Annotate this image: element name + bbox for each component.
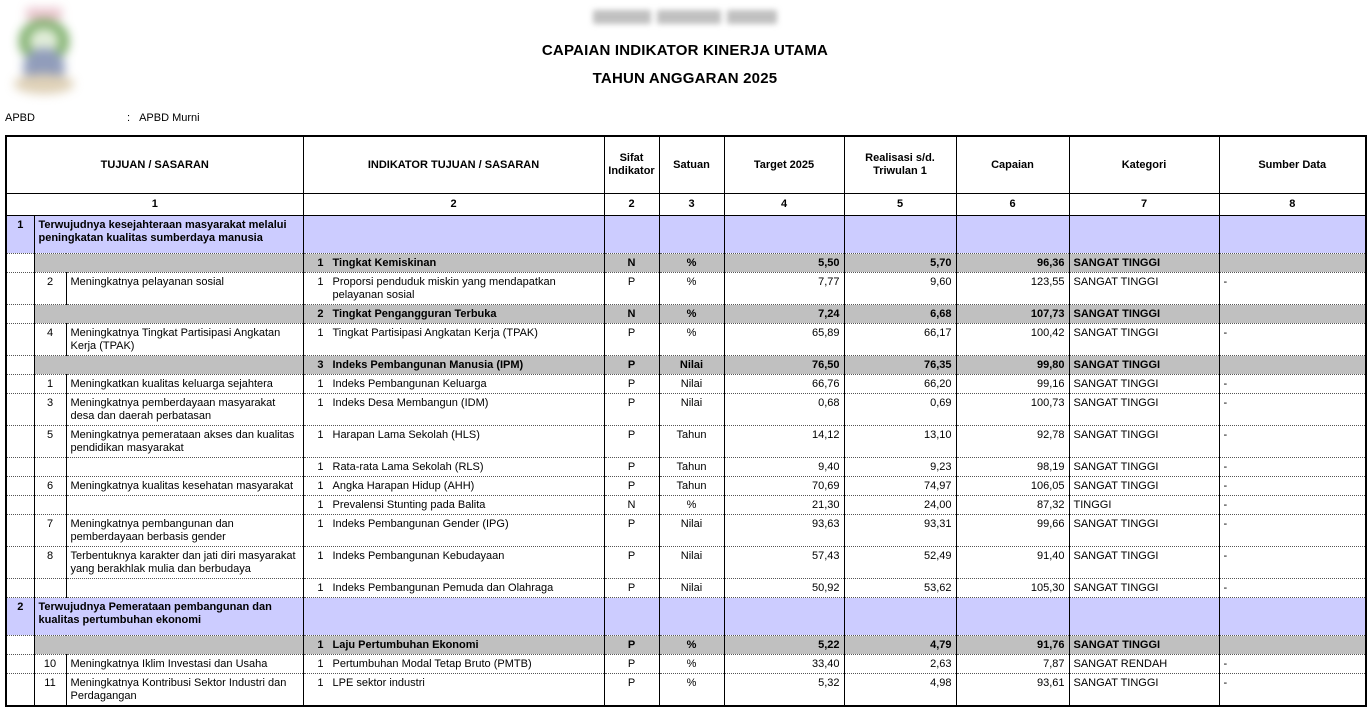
cell-section-number xyxy=(6,547,34,579)
cell-capaian: 99,66 xyxy=(956,515,1069,547)
table-row xyxy=(6,477,1366,496)
cell-indicator xyxy=(303,324,604,356)
cell-section-number: 1 xyxy=(6,216,34,254)
cell-satuan: Tahun xyxy=(659,477,724,496)
cell-target: 7,24 xyxy=(724,305,844,324)
cell-section-number xyxy=(6,458,34,477)
cell-capaian xyxy=(956,598,1069,636)
cell-tujuan-number xyxy=(34,458,66,477)
indicator-number: 1 xyxy=(317,276,324,288)
table-row xyxy=(6,324,1366,356)
cell-section-number xyxy=(6,254,34,273)
cell-tujuan: Meningkatkan kualitas keluarga sejahtera xyxy=(66,375,303,394)
indicator-name: Harapan Lama Sekolah (HLS) xyxy=(332,429,480,441)
indicator-number: 1 xyxy=(317,550,324,562)
header-satuan: Satuan xyxy=(659,136,724,194)
cell-section-number xyxy=(6,273,34,305)
cell-capaian: 96,36 xyxy=(956,254,1069,273)
cell-realisasi xyxy=(844,598,956,636)
cell-sifat-indikator: P xyxy=(604,458,659,477)
cell-target xyxy=(724,598,844,636)
cell-kategori: SANGAT TINGGI xyxy=(1069,356,1219,375)
column-number: 4 xyxy=(724,194,844,216)
cell-sifat-indikator: P xyxy=(604,477,659,496)
cell-indicator xyxy=(303,394,604,426)
cell-indicator xyxy=(303,375,604,394)
indicator-name: Tingkat Kemiskinan xyxy=(332,257,437,269)
cell-capaian: 7,87 xyxy=(956,655,1069,674)
indicator-number: 2 xyxy=(317,308,324,320)
indicator-number: 1 xyxy=(317,582,324,594)
indicator-number: 1 xyxy=(317,677,324,689)
cell-kategori: SANGAT TINGGI xyxy=(1069,394,1219,426)
cell-indicator xyxy=(303,356,604,375)
indicator-number: 1 xyxy=(317,429,324,441)
column-number: 3 xyxy=(659,194,724,216)
cell-tujuan xyxy=(66,579,303,598)
cell-target: 21,30 xyxy=(724,496,844,515)
cell-indicator xyxy=(303,598,604,636)
table-row xyxy=(6,458,1366,477)
cell-sifat-indikator: P xyxy=(604,547,659,579)
table-row xyxy=(6,254,1366,273)
indicator-name: Prevalensi Stunting pada Balita xyxy=(332,499,486,511)
cell-capaian: 107,73 xyxy=(956,305,1069,324)
cell-capaian: 91,76 xyxy=(956,636,1069,655)
cell-capaian: 100,73 xyxy=(956,394,1069,426)
cell-sumber-data: - xyxy=(1219,579,1366,598)
cell-sifat-indikator: P xyxy=(604,324,659,356)
cell-kategori xyxy=(1069,598,1219,636)
column-number: 8 xyxy=(1219,194,1366,216)
cell-satuan: % xyxy=(659,655,724,674)
cell-satuan: Nilai xyxy=(659,515,724,547)
cell-realisasi: 0,69 xyxy=(844,394,956,426)
cell-target: 5,22 xyxy=(724,636,844,655)
cell-tujuan: Meningkatnya pelayanan sosial xyxy=(66,273,303,305)
indicator-name: Tingkat Partisipasi Angkatan Kerja (TPAK) xyxy=(332,327,538,339)
header-indikator: INDIKATOR TUJUAN / SASARAN xyxy=(303,136,604,194)
cell-sifat-indikator: N xyxy=(604,254,659,273)
cell-sifat-indikator xyxy=(604,216,659,254)
indicator-name: Laju Pertumbuhan Ekonomi xyxy=(332,639,479,651)
cell-kategori xyxy=(1069,216,1219,254)
cell-section-number xyxy=(6,394,34,426)
indicator-name: Indeks Pembangunan Kebudayaan xyxy=(332,550,505,562)
cell-satuan: Nilai xyxy=(659,356,724,375)
cell-section-number xyxy=(6,356,34,375)
cell-tujuan-number: 5 xyxy=(34,426,66,458)
table-row xyxy=(6,515,1366,547)
indicator-number: 1 xyxy=(317,397,324,409)
cell-realisasi: 9,23 xyxy=(844,458,956,477)
cell-indicator xyxy=(303,426,604,458)
cell-sumber-data: - xyxy=(1219,674,1366,707)
cell-tujuan xyxy=(66,496,303,515)
cell-tujuan-number xyxy=(34,496,66,515)
cell-section-number xyxy=(6,305,34,324)
cell-section-number xyxy=(6,579,34,598)
table-row xyxy=(6,636,1366,655)
cell-capaian: 91,40 xyxy=(956,547,1069,579)
cell-target: 50,92 xyxy=(724,579,844,598)
cell-target xyxy=(724,216,844,254)
apbd-value: APBD Murni xyxy=(139,112,200,124)
indicator-number: 1 xyxy=(317,518,324,530)
header-row xyxy=(6,136,1366,194)
report-subtitle: TAHUN ANGGARAN 2025 xyxy=(592,70,778,87)
cell-capaian: 98,19 xyxy=(956,458,1069,477)
cell-capaian xyxy=(956,216,1069,254)
cell-kategori: SANGAT TINGGI xyxy=(1069,515,1219,547)
cell-tujuan-number: 4 xyxy=(34,324,66,356)
cell-indicator xyxy=(303,458,604,477)
cell-sumber-data xyxy=(1219,305,1366,324)
cell-indicator xyxy=(303,273,604,305)
cell-sumber-data: - xyxy=(1219,394,1366,426)
cell-satuan: % xyxy=(659,636,724,655)
cell-sifat-indikator: N xyxy=(604,496,659,515)
cell-section-number xyxy=(6,426,34,458)
cell-kategori: SANGAT TINGGI xyxy=(1069,273,1219,305)
cell-sumber-data: - xyxy=(1219,324,1366,356)
cell-tujuan-number: 8 xyxy=(34,547,66,579)
indicator-number: 1 xyxy=(317,461,324,473)
cell-kategori: SANGAT TINGGI xyxy=(1069,375,1219,394)
cell-tujuan xyxy=(34,356,303,375)
cell-satuan: % xyxy=(659,324,724,356)
column-number: 5 xyxy=(844,194,956,216)
cell-sifat-indikator: N xyxy=(604,305,659,324)
table-row xyxy=(6,655,1366,674)
cell-tujuan-number: 10 xyxy=(34,655,66,674)
cell-kategori: SANGAT TINGGI xyxy=(1069,579,1219,598)
cell-section-number xyxy=(6,375,34,394)
cell-section-number xyxy=(6,477,34,496)
cell-sumber-data: - xyxy=(1219,655,1366,674)
cell-target: 76,50 xyxy=(724,356,844,375)
kpi-table xyxy=(5,135,1367,707)
indicator-name: Indeks Pembangunan Gender (IPG) xyxy=(332,518,509,530)
cell-sumber-data xyxy=(1219,356,1366,375)
cell-realisasi: 13,10 xyxy=(844,426,956,458)
indicator-name: Indeks Pembangunan Manusia (IPM) xyxy=(332,359,524,371)
table-row xyxy=(6,496,1366,515)
cell-sifat-indikator: P xyxy=(604,515,659,547)
cell-kategori: SANGAT RENDAH xyxy=(1069,655,1219,674)
cell-sifat-indikator: P xyxy=(604,356,659,375)
table-row xyxy=(6,305,1366,324)
cell-tujuan-number: 1 xyxy=(34,375,66,394)
cell-kategori: SANGAT TINGGI xyxy=(1069,324,1219,356)
cell-realisasi: 24,00 xyxy=(844,496,956,515)
header-capaian: Capaian xyxy=(956,136,1069,194)
cell-tujuan-number xyxy=(34,579,66,598)
indicator-number: 1 xyxy=(317,378,324,390)
cell-tujuan xyxy=(34,305,303,324)
cell-sifat-indikator xyxy=(604,598,659,636)
cell-tujuan xyxy=(66,458,303,477)
cell-realisasi xyxy=(844,216,956,254)
cell-sumber-data xyxy=(1219,216,1366,254)
cell-realisasi: 66,20 xyxy=(844,375,956,394)
cell-realisasi: 52,49 xyxy=(844,547,956,579)
table-row xyxy=(6,394,1366,426)
cell-tujuan-number: 6 xyxy=(34,477,66,496)
cell-target: 7,77 xyxy=(724,273,844,305)
cell-sumber-data: - xyxy=(1219,273,1366,305)
cell-kategori: SANGAT TINGGI xyxy=(1069,547,1219,579)
cell-indicator xyxy=(303,496,604,515)
cell-capaian: 106,05 xyxy=(956,477,1069,496)
report-title: CAPAIAN INDIKATOR KINERJA UTAMA xyxy=(541,42,829,59)
cell-tujuan xyxy=(34,636,303,655)
indicator-name: Pertumbuhan Modal Tetap Bruto (PMTB) xyxy=(332,658,532,670)
header-number-row xyxy=(6,194,1366,216)
cell-sifat-indikator: P xyxy=(604,375,659,394)
table-row xyxy=(6,356,1366,375)
cell-indicator xyxy=(303,477,604,496)
table-header xyxy=(6,136,1366,216)
cell-tujuan: Meningkatnya Kontribusi Sektor Industri dan Perdagangan xyxy=(66,674,303,707)
cell-sumber-data: - xyxy=(1219,547,1366,579)
apbd-separator: : xyxy=(127,112,131,124)
cell-sumber-data: - xyxy=(1219,496,1366,515)
table-row xyxy=(6,674,1366,707)
cell-indicator xyxy=(303,655,604,674)
cell-capaian: 99,80 xyxy=(956,356,1069,375)
indicator-number: 1 xyxy=(317,658,324,670)
cell-sifat-indikator: P xyxy=(604,674,659,707)
cell-kategori: SANGAT TINGGI xyxy=(1069,458,1219,477)
cell-tujuan: Meningkatnya Iklim Investasi dan Usaha xyxy=(66,655,303,674)
cell-section-number xyxy=(6,515,34,547)
indicator-name: Angka Harapan Hidup (AHH) xyxy=(332,480,475,492)
cell-tujuan: Meningkatnya kualitas kesehatan masyarakat xyxy=(66,477,303,496)
cell-sumber-data: - xyxy=(1219,477,1366,496)
cell-capaian: 92,78 xyxy=(956,426,1069,458)
cell-section-number xyxy=(6,655,34,674)
cell-sifat-indikator: P xyxy=(604,273,659,305)
cell-target: 33,40 xyxy=(724,655,844,674)
cell-capaian: 99,16 xyxy=(956,375,1069,394)
cell-target: 5,32 xyxy=(724,674,844,707)
cell-target: 93,63 xyxy=(724,515,844,547)
cell-satuan xyxy=(659,216,724,254)
indicator-number: 1 xyxy=(317,499,324,511)
cell-section-number xyxy=(6,636,34,655)
redacted-agency-name xyxy=(593,10,777,24)
indicator-name: Tingkat Pengangguran Terbuka xyxy=(332,308,497,320)
table-row xyxy=(6,598,1366,636)
cell-sumber-data: - xyxy=(1219,515,1366,547)
cell-indicator xyxy=(303,579,604,598)
cell-satuan: Tahun xyxy=(659,426,724,458)
cell-tujuan xyxy=(34,254,303,273)
indicator-name: Rata-rata Lama Sekolah (RLS) xyxy=(332,461,484,473)
cell-realisasi: 2,63 xyxy=(844,655,956,674)
cell-target: 0,68 xyxy=(724,394,844,426)
cell-kategori: SANGAT TINGGI xyxy=(1069,636,1219,655)
cell-tujuan: Meningkatnya pembangunan dan pemberdayaan berbasis gender xyxy=(66,515,303,547)
cell-kategori: SANGAT TINGGI xyxy=(1069,477,1219,496)
cell-realisasi: 76,35 xyxy=(844,356,956,375)
cell-capaian: 105,30 xyxy=(956,579,1069,598)
indicator-name: Indeks Pembangunan Keluarga xyxy=(332,378,487,390)
cell-sifat-indikator: P xyxy=(604,655,659,674)
cell-satuan: % xyxy=(659,273,724,305)
cell-tujuan-number: 3 xyxy=(34,394,66,426)
cell-satuan: % xyxy=(659,254,724,273)
cell-tujuan-number: 11 xyxy=(34,674,66,707)
indicator-name: Indeks Desa Membangun (IDM) xyxy=(332,397,489,409)
table-row xyxy=(6,547,1366,579)
cell-satuan: % xyxy=(659,674,724,707)
cell-sumber-data: - xyxy=(1219,375,1366,394)
cell-kategori: SANGAT TINGGI xyxy=(1069,305,1219,324)
header-kategori: Kategori xyxy=(1069,136,1219,194)
indicator-number: 1 xyxy=(317,257,324,269)
cell-section-number xyxy=(6,496,34,515)
header-sumber: Sumber Data xyxy=(1219,136,1366,194)
column-number: 1 xyxy=(6,194,303,216)
cell-indicator xyxy=(303,216,604,254)
table-body xyxy=(6,216,1366,707)
apbd-label: APBD xyxy=(5,112,35,124)
cell-sifat-indikator: P xyxy=(604,636,659,655)
cell-realisasi: 5,70 xyxy=(844,254,956,273)
cell-sumber-data: - xyxy=(1219,426,1366,458)
cell-kategori: TINGGI xyxy=(1069,496,1219,515)
indicator-number: 1 xyxy=(317,639,324,651)
indicator-number: 3 xyxy=(317,359,324,371)
cell-satuan: Nilai xyxy=(659,375,724,394)
cell-tujuan: Meningkatnya Tingkat Partisipasi Angkatan Kerja (TPAK) xyxy=(66,324,303,356)
indicator-number: 1 xyxy=(317,327,324,339)
cell-kategori: SANGAT TINGGI xyxy=(1069,254,1219,273)
cell-satuan: Nilai xyxy=(659,394,724,426)
header-target: Target 2025 xyxy=(724,136,844,194)
cell-sifat-indikator: P xyxy=(604,579,659,598)
cell-sumber-data xyxy=(1219,254,1366,273)
column-number: 7 xyxy=(1069,194,1219,216)
cell-realisasi: 4,98 xyxy=(844,674,956,707)
cell-target: 9,40 xyxy=(724,458,844,477)
cell-sumber-data xyxy=(1219,598,1366,636)
cell-section-title: Terwujudnya Pemerataan pembangunan dan kualitas pertumbuhan ekonomi xyxy=(34,598,303,636)
table-row xyxy=(6,216,1366,254)
cell-target: 70,69 xyxy=(724,477,844,496)
cell-capaian: 87,32 xyxy=(956,496,1069,515)
cell-section-number: 2 xyxy=(6,598,34,636)
cell-realisasi: 74,97 xyxy=(844,477,956,496)
indicator-name: Indeks Pembangunan Pemuda dan Olahraga xyxy=(332,582,554,594)
column-number: 2 xyxy=(604,194,659,216)
cell-capaian: 100,42 xyxy=(956,324,1069,356)
cell-sifat-indikator: P xyxy=(604,426,659,458)
cell-indicator xyxy=(303,636,604,655)
cell-realisasi: 6,68 xyxy=(844,305,956,324)
cell-indicator xyxy=(303,674,604,707)
cell-realisasi: 66,17 xyxy=(844,324,956,356)
cell-satuan: % xyxy=(659,496,724,515)
cell-sifat-indikator: P xyxy=(604,394,659,426)
apbd-row xyxy=(5,112,200,124)
indicator-number: 1 xyxy=(317,480,324,492)
indicator-name: LPE sektor industri xyxy=(332,677,425,689)
cell-realisasi: 93,31 xyxy=(844,515,956,547)
cell-capaian: 123,55 xyxy=(956,273,1069,305)
cell-tujuan-number: 2 xyxy=(34,273,66,305)
cell-tujuan: Meningkatnya pemberdayaan masyarakat desa dan daerah perbatasan xyxy=(66,394,303,426)
cell-tujuan: Meningkatnya pemerataan akses dan kualitas pendidikan masyarakat xyxy=(66,426,303,458)
cell-section-number xyxy=(6,324,34,356)
cell-sumber-data xyxy=(1219,636,1366,655)
column-number: 2 xyxy=(303,194,604,216)
table-row xyxy=(6,375,1366,394)
cell-indicator xyxy=(303,515,604,547)
cell-kategori: SANGAT TINGGI xyxy=(1069,426,1219,458)
cell-indicator xyxy=(303,547,604,579)
header-realisasi: Realisasi s/d. Triwulan 1 xyxy=(844,136,956,194)
table-row xyxy=(6,426,1366,458)
cell-satuan: Tahun xyxy=(659,458,724,477)
cell-indicator xyxy=(303,254,604,273)
cell-section-number xyxy=(6,674,34,707)
cell-realisasi: 53,62 xyxy=(844,579,956,598)
cell-tujuan-number: 7 xyxy=(34,515,66,547)
cell-target: 57,43 xyxy=(724,547,844,579)
cell-kategori: SANGAT TINGGI xyxy=(1069,674,1219,707)
cell-sumber-data: - xyxy=(1219,458,1366,477)
cell-target: 14,12 xyxy=(724,426,844,458)
cell-indicator xyxy=(303,305,604,324)
cell-realisasi: 9,60 xyxy=(844,273,956,305)
cell-target: 66,76 xyxy=(724,375,844,394)
cell-target: 65,89 xyxy=(724,324,844,356)
header-tujuan: TUJUAN / SASARAN xyxy=(6,136,303,194)
cell-capaian: 93,61 xyxy=(956,674,1069,707)
cell-target: 5,50 xyxy=(724,254,844,273)
table-row xyxy=(6,273,1366,305)
cell-satuan: Nilai xyxy=(659,579,724,598)
cell-satuan: Nilai xyxy=(659,547,724,579)
cell-satuan: % xyxy=(659,305,724,324)
column-number: 6 xyxy=(956,194,1069,216)
indicator-name: Proporsi penduduk miskin yang mendapatkan pelayanan sosial xyxy=(332,276,556,301)
header-sifat: Sifat Indikator xyxy=(604,136,659,194)
cell-realisasi: 4,79 xyxy=(844,636,956,655)
cell-satuan xyxy=(659,598,724,636)
cell-section-title: Terwujudnya kesejahteraan masyarakat melalui peningkatan kualitas sumberdaya manusia xyxy=(34,216,303,254)
cell-tujuan: Terbentuknya karakter dan jati diri masyarakat yang berakhlak mulia dan berbudaya xyxy=(66,547,303,579)
table-row xyxy=(6,579,1366,598)
